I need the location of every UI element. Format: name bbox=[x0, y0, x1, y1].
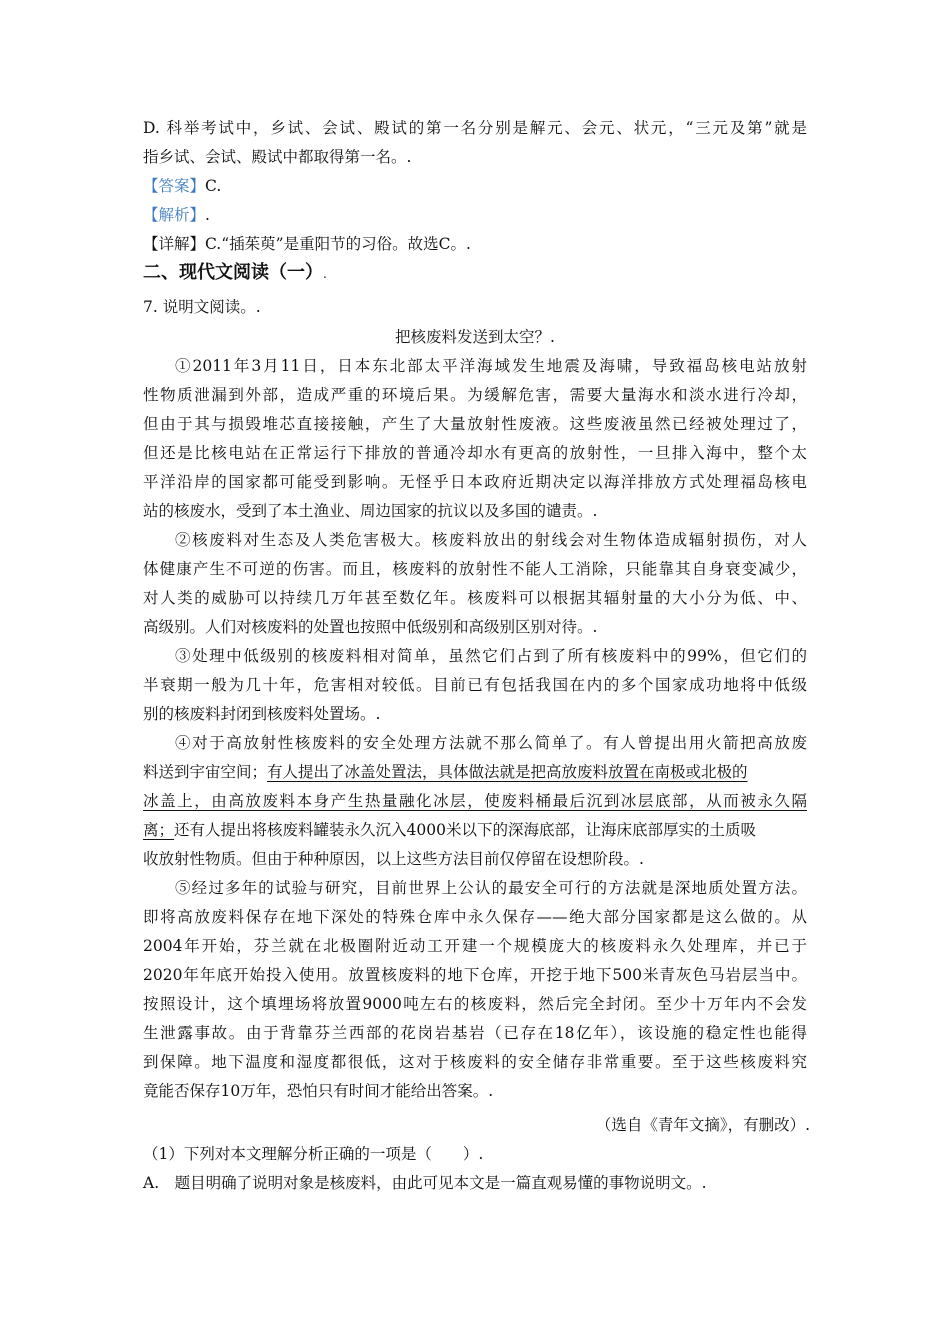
answer-value: C. bbox=[205, 177, 222, 195]
section-heading bbox=[143, 263, 327, 284]
p5-line-5: 按照设计，这个填埋场将放置9000吨左右的核废料，然后完全封闭。至少十万年内不会发 bbox=[143, 995, 807, 1013]
p4-line-2 bbox=[143, 762, 807, 782]
p5-line-2: 即将高放废料保存在地下深处的特殊仓库中永久保存——绝大部分国家都是这么做的。从 bbox=[143, 908, 807, 926]
p5-line-8: 竟能否保存10万年，恐怕只有时间才能给出答案。. bbox=[143, 1082, 494, 1100]
p4-line-5: 收放射性物质。但由于种种原因，以上这些方法目前仅停留在设想阶段。. bbox=[143, 850, 644, 868]
p1-line-1: ①2011年3月11日，日本东北部太平洋海域发生地震及海啸，导致福岛核电站放射 bbox=[175, 357, 807, 375]
p4-line-4-plain: 还有人提出将核废料罐装永久沉入4000米以下的深海底部，让海床底部厚实的土质吸 bbox=[174, 821, 756, 839]
section-heading-tail: . bbox=[323, 267, 327, 281]
analysis-row bbox=[143, 205, 210, 225]
p1-line-4: 但还是比核电站在正常运行下排放的普通冷却水有更高的放射性，一旦排入海中，整个太 bbox=[143, 444, 807, 462]
p1-line-2: 性物质泄漏到外部，造成严重的环境后果。为缓解危害，需要大量海水和淡水进行冷却， bbox=[143, 386, 807, 404]
option-d-line-1: D. 科举考试中，乡试、会试、殿试的第一名分别是解元、会元、状元，“三元及第”就是 bbox=[143, 119, 807, 137]
p1-line-6: 站的核废水，受到了本土渔业、周边国家的抗议以及多国的谴责。. bbox=[143, 502, 598, 520]
p4-line-2-plain: 料送到宇宙空间； bbox=[143, 763, 268, 781]
option-d-line-2: 指乡试、会试、殿试中都取得第一名。. bbox=[143, 148, 412, 166]
p4-line-2-underlined: 有人提出了冰盖处置法，具体做法就是把高放废料放置在南极或北极的 bbox=[267, 763, 748, 781]
p5-line-4: 2020年年底开始投入使用。放置核废料的地下仓库，开挖于地下500米青灰色马岩层当中。 bbox=[143, 966, 807, 984]
article-source: （选自《青年文摘》，有删改）. bbox=[595, 1116, 810, 1134]
p5-line-3: 2004年开始，芬兰就在北极圈附近动工开建一个规模庞大的核废料永久处理库，并已于 bbox=[143, 937, 807, 955]
analysis-tail: . bbox=[205, 206, 210, 224]
analysis-label: 【解析】 bbox=[143, 206, 206, 224]
p2-line-3: 对人类的威胁可以持续几万年甚至数亿年。核废料可以根据其辐射量的大小分为低、中、 bbox=[143, 589, 807, 607]
p3-line-1: ③处理中低级别的核废料相对简单，虽然它们占到了所有核废料中的99%，但它们的 bbox=[175, 647, 807, 665]
option-a: A. 题目明确了说明对象是核废料，由此可见本文是一篇直观易懂的事物说明文。. bbox=[143, 1174, 707, 1192]
article-title: 把核废料发送到太空？. bbox=[395, 328, 555, 346]
p5-line-1: ⑤经过多年的试验与研究，目前世界上公认的最安全可行的方法就是深地质处置方法。 bbox=[175, 879, 807, 897]
p2-line-1: ②核废料对生态及人类危害极大。核废料放出的射线会对生物体造成辐射损伤，对人 bbox=[175, 531, 807, 549]
p2-line-4: 高级别。人们对核废料的处置也按照中低级别和高级别区别对待。. bbox=[143, 618, 598, 636]
answer-label: 【答案】 bbox=[143, 177, 206, 195]
section-heading-text: 二、现代文阅读（一） bbox=[143, 262, 323, 283]
p2-line-2: 体健康产生不可逆的伤害。而且，核废料的放射性不能人工消除，只能靠其自身衰变减少， bbox=[143, 560, 807, 578]
question-7: 7. 说明文阅读。. bbox=[143, 298, 261, 316]
p5-line-7: 到保障。地下温度和湿度都很低，这对于核废料的安全储存非常重要。至于这些核废料究 bbox=[143, 1053, 807, 1071]
p4-line-3-underlined: 冰盖上，由高放废料本身产生热量融化冰层，使废料桶最后沉到冰层底部，从而被永久隔 bbox=[143, 792, 807, 810]
question-1: （1）下列对本文理解分析正确的一项是（ ）. bbox=[143, 1145, 484, 1163]
p1-line-5: 平洋沿岸的国家都可能受到影响。无怪乎日本政府近期决定以海洋排放方式处理福岛核电 bbox=[143, 473, 807, 491]
p1-line-3: 但由于其与损毁堆芯直接接触，产生了大量放射性废液。这些废液虽然已经被处理过了， bbox=[143, 415, 807, 433]
answer-row bbox=[143, 176, 221, 196]
p4-line-1: ④对于高放射性核废料的安全处理方法就不那么简单了。有人曾提出用火箭把高放废 bbox=[175, 734, 807, 752]
detail-row: 【详解】C.“插茱萸”是重阳节的习俗。故选C。. bbox=[143, 235, 471, 253]
p3-line-2: 半衰期一般为几十年，危害相对较低。目前已有包括我国在内的多个国家成功地将中低级 bbox=[143, 676, 807, 694]
p4-line-4 bbox=[143, 820, 807, 840]
p5-line-6: 生泄露事故。由于背靠芬兰西部的花岗岩基岩（已存在18亿年），该设施的稳定性也能得 bbox=[143, 1024, 807, 1042]
p4-line-4-underlined: 离； bbox=[143, 821, 175, 839]
p3-line-3: 别的核废料封闭到核废料处置场。. bbox=[143, 705, 381, 723]
